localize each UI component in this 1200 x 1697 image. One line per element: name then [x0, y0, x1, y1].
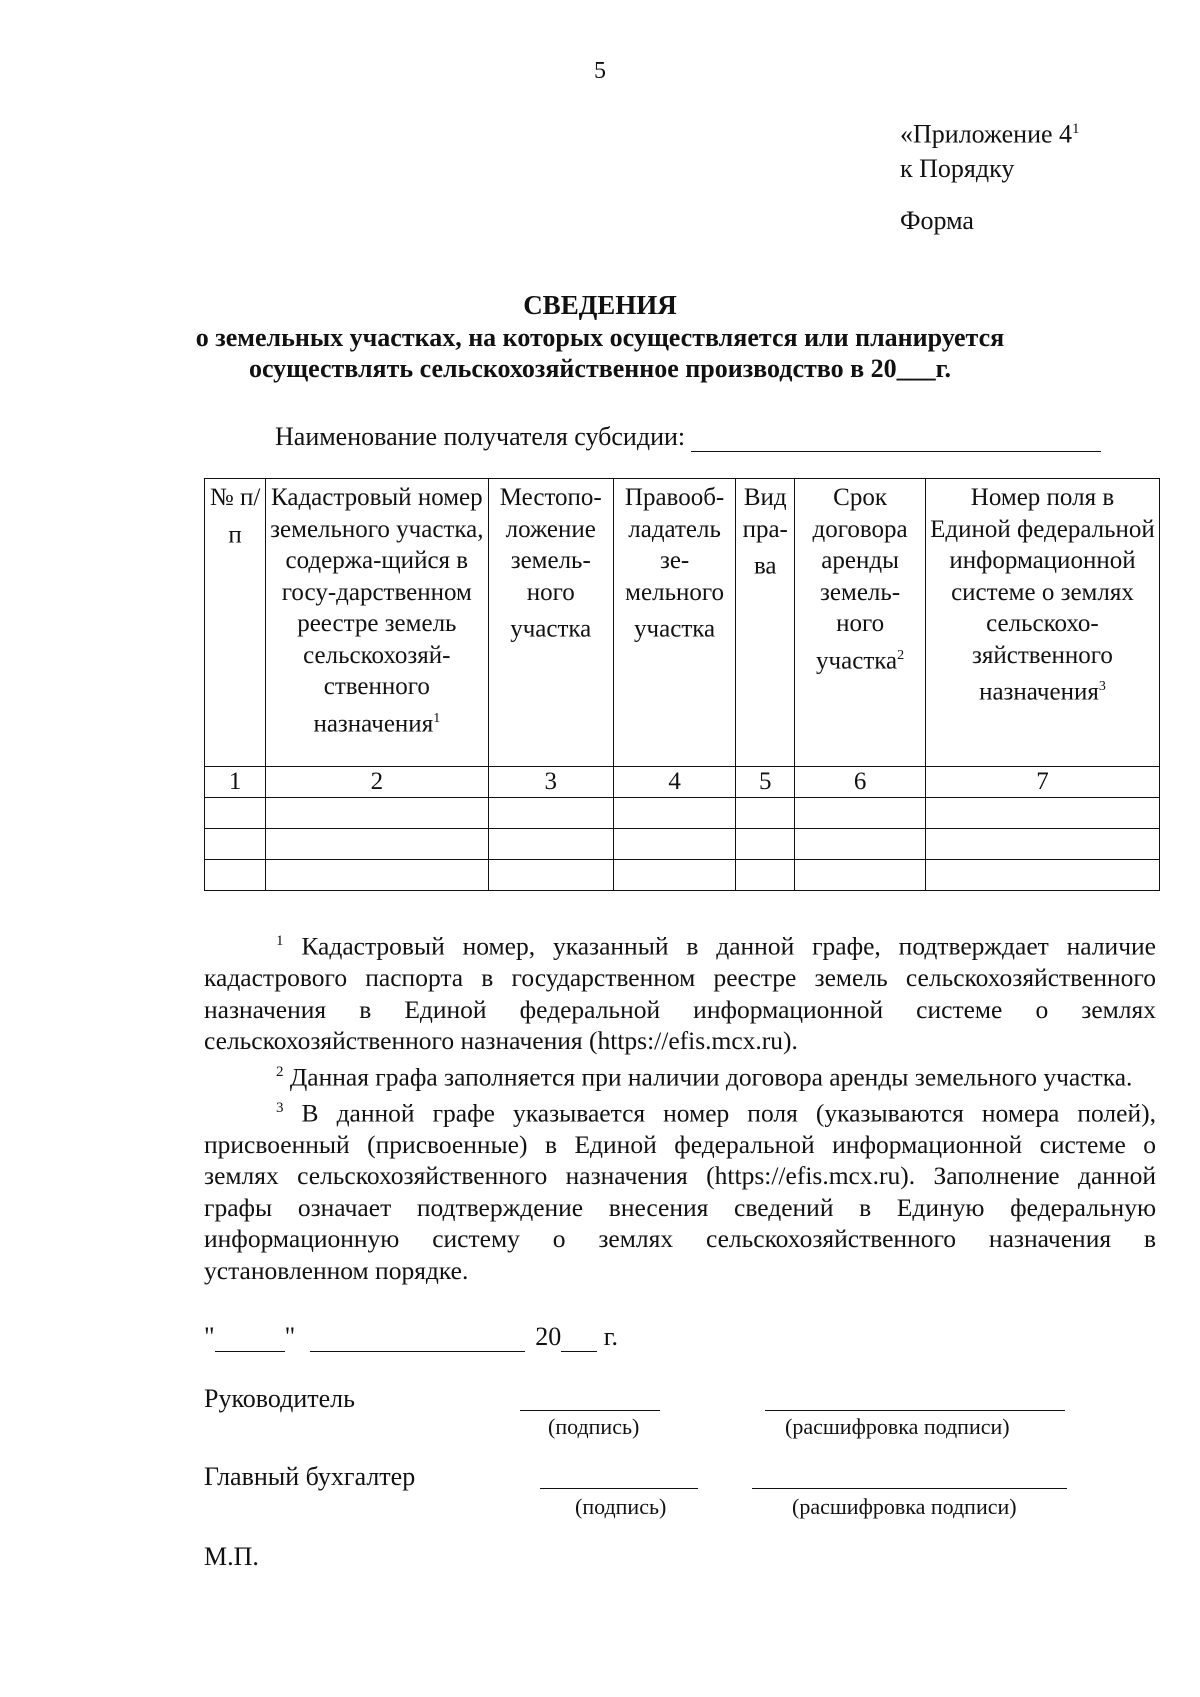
table-cell[interactable] [795, 798, 926, 829]
table-cell[interactable] [925, 829, 1159, 860]
date-line: " " 20 г. [204, 1322, 618, 1351]
column-number: 4 [613, 767, 735, 798]
head-signature-line[interactable] [520, 1410, 660, 1411]
table-cell[interactable] [205, 829, 266, 860]
document-subtitle [0, 322, 1200, 384]
table-cell[interactable] [736, 798, 795, 829]
head-decoding-line[interactable] [765, 1410, 1065, 1411]
date-day-field[interactable] [215, 1329, 285, 1352]
table-row [205, 829, 1160, 860]
header-cell: Местопо-ложение земель-ного участка [488, 479, 613, 767]
table-cell[interactable] [266, 798, 488, 829]
head-label: Руководитель [204, 1384, 355, 1413]
footnotes [204, 926, 1156, 1286]
table-header-row [205, 479, 1160, 767]
table-cell[interactable] [736, 829, 795, 860]
table-cell[interactable] [925, 798, 1159, 829]
header-cell: Срок договора аренды земель-ного участка$^2$ [795, 479, 926, 767]
header-cell: Вид пра-ва [736, 479, 795, 767]
table-cell[interactable] [488, 829, 613, 860]
accountant-decoding-line[interactable] [752, 1488, 1067, 1489]
recipient-label: Наименование получателя субсидии: [275, 422, 686, 451]
accountant-signature-caption: (подпись) [575, 1494, 667, 1519]
appendix-sup: 1 [1072, 121, 1080, 137]
page-number: 5 [594, 58, 606, 84]
table-cell[interactable] [795, 829, 926, 860]
footnote-1: $^1$ Кадастровый номер, указанный в данной графе, подтверждает наличие кадастрового паспорта в государственном реестре земель сельскохозяйственного назначения в Единой федеральной информационной системе о землях сельскохозяйственного назначения (https://efis.mcx.ru). [204, 931, 1156, 1055]
column-number: 7 [925, 767, 1159, 798]
table-cell[interactable] [795, 860, 926, 891]
column-number: 1 [205, 767, 266, 798]
table-cell[interactable] [613, 829, 735, 860]
table-cell[interactable] [613, 798, 735, 829]
column-number: 6 [795, 767, 926, 798]
footnote-2: $^2$ Данная графа заполняется при наличии договора аренды земельного участка. [276, 1062, 1133, 1091]
table-cell[interactable] [488, 798, 613, 829]
accountant-decoding-caption: (расшифровка подписи) [792, 1494, 1017, 1519]
footnote-3: $^3$ В данной графе указывается номер поля (указываются номера полей), присвоенный (присвоенные) в Единой федеральной информационной системе о землях сельскохозяйственного назначения (https://efis.mcx.ru). Заполнение данной графы означает подтверждение внесения сведений в Единую федеральную информационную систему о землях сельскохозяйственного назначения в установленном порядке. [204, 1098, 1156, 1285]
document-title: СВЕДЕНИЯ [523, 290, 677, 320]
header-cell: Правооб-ладатель зе-мельного участка [613, 479, 735, 767]
table-cell[interactable] [205, 798, 266, 829]
date-year-field[interactable] [561, 1329, 597, 1352]
recipient-row [275, 422, 1101, 452]
accountant-signature-line[interactable] [540, 1488, 698, 1489]
header-cell: № п/п [205, 479, 266, 767]
accountant-label: Главный бухгалтер [204, 1462, 416, 1491]
head-decoding-caption: (расшифровка подписи) [785, 1414, 1010, 1439]
head-signature-caption: (подпись) [548, 1414, 640, 1439]
seal-label: М.П. [204, 1542, 259, 1571]
table-cell[interactable] [925, 860, 1159, 891]
column-number: 2 [266, 767, 488, 798]
appendix-line1: «Приложение 4 [900, 119, 1073, 149]
recipient-name-field[interactable] [691, 427, 1101, 452]
appendix-reference [900, 112, 1080, 186]
header-cell: Кадастровый номер земельного участка, содержа-щийся в госу-дарственном реестре земель сельскохозяй-ственного назначения$^1$ [266, 479, 488, 767]
appendix-line2: к Порядку [900, 153, 1015, 183]
form-label: Форма [900, 206, 974, 235]
subtitle-line2: осуществлять сельскохозяйственное производство в 20___г. [248, 354, 952, 383]
date-month-field[interactable] [310, 1329, 525, 1352]
table-cell[interactable] [266, 829, 488, 860]
table-cell[interactable] [613, 860, 735, 891]
subtitle-line1: о земельных участках, на которых осуществляется или планируется [195, 323, 1005, 352]
table-row [205, 798, 1160, 829]
column-number: 3 [488, 767, 613, 798]
column-number-row [205, 767, 1160, 798]
table-cell[interactable] [205, 860, 266, 891]
table-row [205, 860, 1160, 891]
table-cell[interactable] [488, 860, 613, 891]
column-number: 5 [736, 767, 795, 798]
land-plots-table [204, 478, 1160, 891]
header-cell: Номер поля в Единой федеральной информационной системе о землях сельскохо-зяйственного назначения$^3$ [925, 479, 1159, 767]
table-cell[interactable] [266, 860, 488, 891]
table-cell[interactable] [736, 860, 795, 891]
